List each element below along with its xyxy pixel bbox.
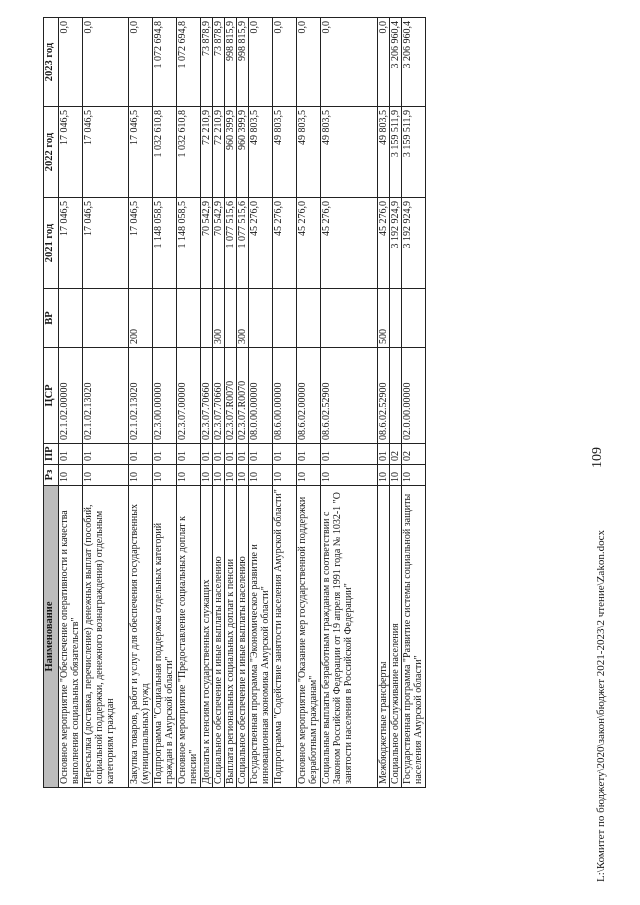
header-rz: Рз [44, 465, 59, 486]
cell-pr: 01 [321, 444, 378, 465]
cell-name: Закупка товаров, работ и услуг для обеспечения государственных (муниципальных) нужд [129, 486, 153, 788]
cell-rz: 10 [153, 465, 177, 486]
cell-vr [59, 289, 83, 348]
cell-name: Пересылка (доставка, перечисление) денежных выплат (пособий, социальной поддержки, денежного вознаграждения) отдельным категориям граждан [83, 486, 129, 788]
cell-2021: 45 276,0 [249, 198, 273, 289]
cell-rz: 10 [237, 465, 249, 486]
cell-2023: 0,0 [59, 18, 83, 107]
cell-name: Межбюджетные трансферты [378, 486, 390, 788]
cell-vr [225, 289, 237, 348]
cell-vr [153, 289, 177, 348]
table-row [273, 18, 297, 788]
cell-2023: 3 206 960,4 [390, 18, 402, 107]
cell-2022: 17 046,5 [59, 107, 83, 198]
cell-name: Основное мероприятие "Обеспечение оперативности и качества выполнения социальных обязательств" [59, 486, 83, 788]
cell-csr: 02.3.07.70660 [201, 348, 213, 444]
cell-vr [273, 289, 297, 348]
cell-2023: 73 878,9 [213, 18, 225, 107]
cell-rz: 10 [59, 465, 83, 486]
budget-table [43, 17, 426, 788]
table-row [59, 18, 83, 788]
cell-rz: 10 [378, 465, 390, 486]
cell-csr: 08.6.00.00000 [273, 348, 297, 444]
cell-csr: 08.6.02.52900 [378, 348, 390, 444]
table-row [402, 18, 426, 788]
cell-rz: 10 [129, 465, 153, 486]
cell-pr: 01 [129, 444, 153, 465]
cell-csr: 02.3.07.00000 [177, 348, 201, 444]
cell-name: Подпрограмма "Социальная поддержка отдельных категорий граждан в Амурской области" [153, 486, 177, 788]
header-2022: 2022 год [44, 107, 59, 198]
cell-pr: 01 [213, 444, 225, 465]
table-row [129, 18, 153, 788]
cell-2022: 49 803,5 [273, 107, 297, 198]
cell-2021: 45 276,0 [321, 198, 378, 289]
table-row [297, 18, 321, 788]
cell-2022: 17 046,5 [129, 107, 153, 198]
cell-pr: 01 [59, 444, 83, 465]
table-row [153, 18, 177, 788]
cell-name: Социальное обслуживание населения [390, 486, 402, 788]
cell-vr [402, 289, 426, 348]
cell-vr: 300 [213, 289, 225, 348]
cell-2021: 1 077 515,6 [225, 198, 237, 289]
cell-2023: 998 815,9 [225, 18, 237, 107]
cell-rz: 10 [225, 465, 237, 486]
cell-rz: 10 [321, 465, 378, 486]
cell-name: Выплата региональных социальных доплат к пенсии [225, 486, 237, 788]
cell-rz: 10 [201, 465, 213, 486]
header-pr: ПР [44, 444, 59, 465]
cell-2023: 0,0 [129, 18, 153, 107]
cell-2022: 1 032 610,8 [153, 107, 177, 198]
cell-name: Доплаты к пенсиям государственных служащих [201, 486, 213, 788]
cell-name: Основное мероприятие "Оказание мер государственной поддержки безработным гражданам" [297, 486, 321, 788]
cell-2023: 0,0 [378, 18, 390, 107]
cell-2023: 1 072 694,8 [177, 18, 201, 107]
cell-2021: 3 192 924,9 [390, 198, 402, 289]
cell-name: Государственная программа "Развитие системы социальной защиты населения Амурской области" [402, 486, 426, 788]
header-csr: ЦСР [44, 348, 59, 444]
cell-rz: 10 [390, 465, 402, 486]
cell-2021: 45 276,0 [273, 198, 297, 289]
cell-vr [201, 289, 213, 348]
table-row [201, 18, 213, 788]
cell-rz: 10 [177, 465, 201, 486]
cell-2021: 45 276,0 [297, 198, 321, 289]
table-row [378, 18, 390, 788]
cell-2023: 1 072 694,8 [153, 18, 177, 107]
cell-2022: 1 032 610,8 [177, 107, 201, 198]
cell-rz: 10 [249, 465, 273, 486]
table-row [249, 18, 273, 788]
cell-2023: 0,0 [273, 18, 297, 107]
cell-csr [390, 348, 402, 444]
cell-2022: 49 803,5 [378, 107, 390, 198]
cell-name: Социальное обеспечение и иные выплаты населению [213, 486, 225, 788]
table-row [213, 18, 225, 788]
cell-2022: 49 803,5 [297, 107, 321, 198]
cell-2023: 998 815,9 [237, 18, 249, 107]
cell-csr: 02.1.02.00000 [59, 348, 83, 444]
table-row [321, 18, 378, 788]
header-2021: 2021 год [44, 198, 59, 289]
cell-pr: 02 [390, 444, 402, 465]
cell-2023: 0,0 [249, 18, 273, 107]
cell-vr: 300 [237, 289, 249, 348]
cell-2021: 70 542,9 [201, 198, 213, 289]
cell-2023: 0,0 [83, 18, 129, 107]
cell-pr: 01 [237, 444, 249, 465]
cell-vr [83, 289, 129, 348]
cell-name: Подпрограмма "Содействие занятости населения Амурской области" [273, 486, 297, 788]
cell-csr: 02.3.07.70660 [213, 348, 225, 444]
table-header-row [44, 18, 59, 788]
cell-2022: 3 159 511,9 [402, 107, 426, 198]
cell-pr: 01 [378, 444, 390, 465]
cell-2023: 0,0 [321, 18, 378, 107]
cell-vr [177, 289, 201, 348]
table-row [225, 18, 237, 788]
cell-2021: 17 046,5 [83, 198, 129, 289]
cell-pr: 01 [83, 444, 129, 465]
cell-name: Государственная программа "Экономическое развитие и инновационная экономика Амурской области" [249, 486, 273, 788]
cell-pr: 01 [153, 444, 177, 465]
table-row [237, 18, 249, 788]
cell-2023: 0,0 [297, 18, 321, 107]
cell-rz: 10 [273, 465, 297, 486]
cell-rz: 10 [402, 465, 426, 486]
cell-2022: 72 210,9 [201, 107, 213, 198]
cell-name: Социальные выплаты безработным гражданам в соответствии с Законом Российской Федерации от 19 апреля 1991 года № 1032-1 "О занятости населения в Российской Федерации" [321, 486, 378, 788]
cell-2021: 1 148 058,5 [153, 198, 177, 289]
cell-pr: 01 [201, 444, 213, 465]
cell-rz: 10 [297, 465, 321, 486]
cell-2021: 1 077 515,6 [237, 198, 249, 289]
cell-2023: 73 878,9 [201, 18, 213, 107]
cell-2021: 70 542,9 [213, 198, 225, 289]
table-row [177, 18, 201, 788]
cell-2021: 1 148 058,5 [177, 198, 201, 289]
cell-vr: 500 [378, 289, 390, 348]
header-2023: 2023 год [44, 18, 59, 107]
cell-csr: 02.1.02.13020 [83, 348, 129, 444]
cell-2022: 960 399,9 [237, 107, 249, 198]
cell-2022: 960 399,9 [225, 107, 237, 198]
cell-2022: 3 159 511,9 [390, 107, 402, 198]
cell-2023: 3 206 960,4 [402, 18, 426, 107]
cell-vr [321, 289, 378, 348]
cell-2022: 49 803,5 [249, 107, 273, 198]
cell-2021: 17 046,5 [59, 198, 83, 289]
cell-csr: 08.0.00.00000 [249, 348, 273, 444]
cell-2022: 17 046,5 [83, 107, 129, 198]
cell-pr: 01 [273, 444, 297, 465]
cell-vr [297, 289, 321, 348]
cell-2021: 3 192 924,9 [402, 198, 426, 289]
footer-file-path: L:\Комитет по бюджету\2020\закон\бюджет 2021-2023\2 чтение\Zakon.docx [595, 530, 607, 882]
cell-csr: 08.6.02.52900 [321, 348, 378, 444]
cell-csr: 02.0.00.00000 [402, 348, 426, 444]
table-row [83, 18, 129, 788]
page-number: 109 [590, 447, 605, 468]
cell-name: Основное мероприятие "Предоставление социальных доплат к пенсии" [177, 486, 201, 788]
cell-pr: 01 [249, 444, 273, 465]
cell-csr: 02.3.07.R0070 [225, 348, 237, 444]
header-name: Наименование [44, 486, 59, 788]
cell-pr: 01 [225, 444, 237, 465]
cell-2021: 45 276,0 [378, 198, 390, 289]
cell-name: Социальное обеспечение и иные выплаты населению [237, 486, 249, 788]
cell-pr: 02 [402, 444, 426, 465]
cell-vr: 200 [129, 289, 153, 348]
cell-csr: 02.1.02.13020 [129, 348, 153, 444]
cell-csr: 02.3.00.00000 [153, 348, 177, 444]
cell-rz: 10 [213, 465, 225, 486]
header-vr: ВР [44, 289, 59, 348]
cell-2021: 17 046,5 [129, 198, 153, 289]
cell-csr: 08.6.02.00000 [297, 348, 321, 444]
cell-vr [249, 289, 273, 348]
cell-2022: 49 803,5 [321, 107, 378, 198]
cell-vr [390, 289, 402, 348]
cell-csr: 02.3.07.R0070 [237, 348, 249, 444]
cell-2022: 72 210,9 [213, 107, 225, 198]
cell-pr: 01 [177, 444, 201, 465]
cell-rz: 10 [83, 465, 129, 486]
table-row [390, 18, 402, 788]
cell-pr: 01 [297, 444, 321, 465]
